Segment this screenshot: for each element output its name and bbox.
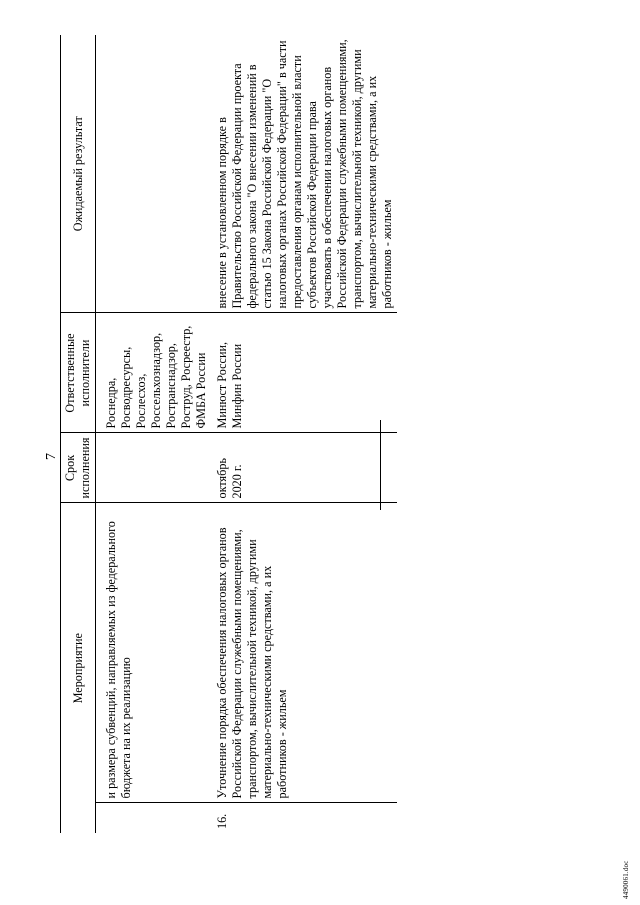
row-event: и размера субвенций, направляемых из федерального бюджета на их реализацию bbox=[96, 503, 212, 803]
header-event: Мероприятие bbox=[61, 503, 96, 833]
table-row bbox=[211, 35, 397, 833]
row-number: 16. bbox=[215, 813, 229, 829]
closing-line bbox=[380, 420, 381, 510]
measures-table bbox=[60, 35, 397, 833]
row-term: октябрь 2020 г. bbox=[211, 433, 397, 503]
row-number bbox=[96, 803, 212, 833]
row-event: Уточнение порядка обеспечения налоговых органов Российской Федерации служебными помещениями, транспортом, вычислительной техникой, другими материально-техническими средствами, а их работников - жильем bbox=[211, 503, 397, 803]
page-number: 7 bbox=[44, 453, 59, 460]
table-row bbox=[96, 35, 212, 833]
document-file-code: 4490061.doc bbox=[622, 860, 630, 899]
header-term: Срок исполнения bbox=[61, 433, 96, 503]
row-result bbox=[96, 35, 212, 313]
row-executors: Роснедра, Росводресурсы, Рослесхоз, Россельхознадзор, Ространснадзор, Роструд, Росреестр, ФМБА России bbox=[96, 313, 212, 433]
row-result: внесение в установленном порядке в Правительство Российской Федерации проекта федерального закона "О внесении изменений в статью 15 Закона Российской Федерации "О налоговых органах Российской Федерации" в части предоставления органам исполнительной власти субъектов Российской Федерации права участвовать в обеспечении налоговых органов Российской Федерации служебными помещениями, транспортом, вычислительной техникой, другими материально-техническими средствами, а их работников - жильем bbox=[211, 35, 397, 313]
row-executors: Минюст России, Минфин России bbox=[211, 313, 397, 433]
header-result: Ожидаемый результат bbox=[61, 35, 96, 313]
header-executors: Ответственные исполнители bbox=[61, 313, 96, 433]
row-term bbox=[96, 433, 212, 503]
table-header-row bbox=[61, 35, 96, 833]
